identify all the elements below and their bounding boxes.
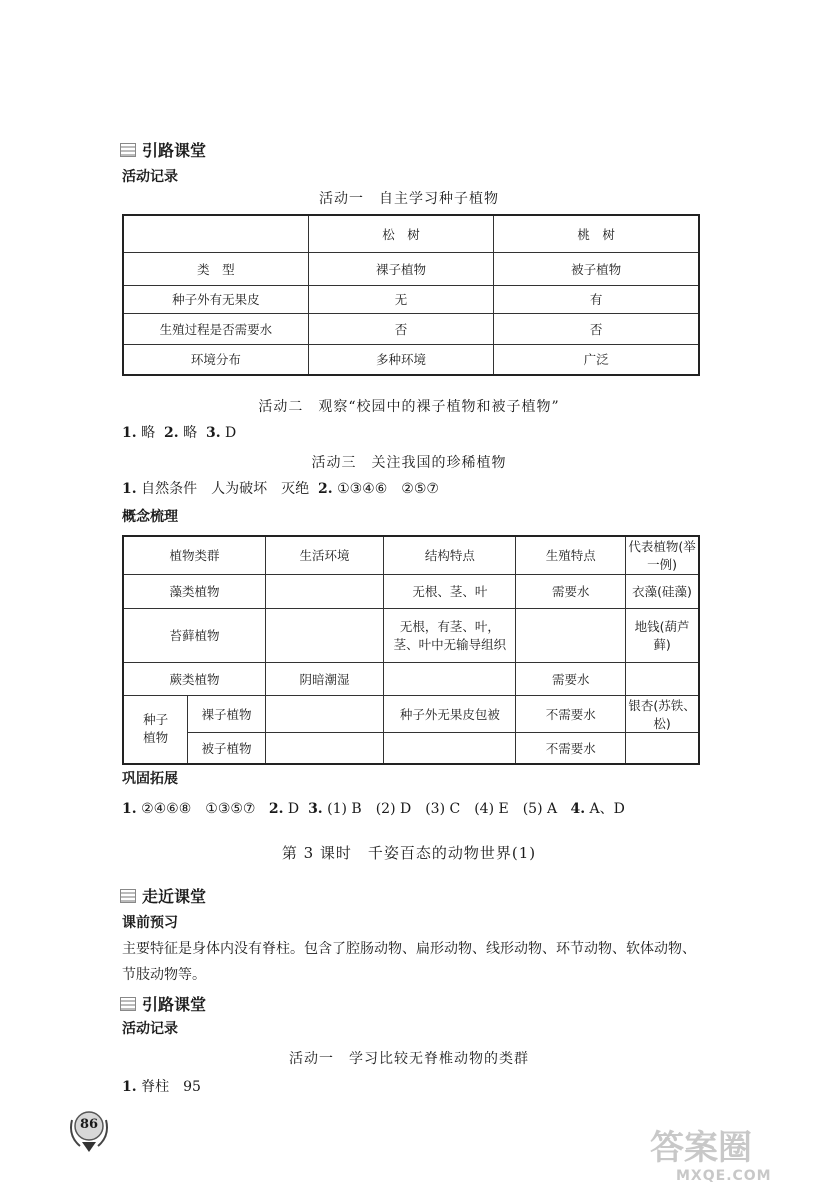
table-row	[123, 252, 699, 285]
question-number: 1.	[122, 801, 137, 817]
question-number: 1.	[122, 425, 137, 441]
table-cell	[626, 732, 699, 764]
section-title: 走近课堂	[142, 887, 207, 906]
question-number: 2.	[317, 481, 333, 497]
section-heading-guide-2	[120, 992, 206, 1015]
table-cell	[626, 662, 699, 695]
answer-text: 略	[141, 425, 156, 441]
table-cell	[384, 608, 516, 662]
preview-heading: 课前预习	[122, 915, 178, 931]
activity2-title: 活动二 观察“校园中的裸子植物和被子植物”	[258, 399, 560, 415]
activity3-answers	[122, 478, 439, 498]
section-marker-icon	[120, 997, 136, 1011]
activity-b1-answers	[122, 1076, 201, 1096]
plant-groups-table	[122, 535, 700, 765]
question-number: 3.	[308, 801, 323, 817]
section-title: 引路课堂	[142, 141, 207, 160]
watermark-url: MXQE.COM	[676, 1168, 772, 1184]
section-heading-approach	[120, 884, 206, 907]
table-cell: 苔藓植物	[123, 608, 265, 662]
table-cell: 阴暗潮湿	[265, 662, 383, 695]
section-marker-icon	[120, 889, 136, 903]
preview-text-line2: 节肢动物等。	[122, 967, 206, 983]
table-cell: 类 型	[123, 252, 308, 285]
table-cell: 银杏(苏铁、松)	[626, 695, 699, 732]
table-cell: 被子植物	[188, 732, 266, 764]
preview-text-line1: 主要特征是身体内没有脊柱。包含了腔肠动物、扁形动物、线形动物、环节动物、软体动物、	[122, 941, 696, 957]
table-header-cell: 桃 树	[494, 215, 699, 252]
lesson-title: 第 3 课时 千姿百态的动物世界(1)	[281, 844, 537, 862]
table-header-cell: 结构特点	[384, 536, 516, 574]
watermark-logo: 答案圈	[650, 1128, 752, 1168]
table-header-cell: 代表植物(举一例)	[626, 536, 699, 574]
section-heading-guide	[120, 138, 206, 161]
table-cell: 有	[494, 285, 699, 313]
table-cell: 不需要水	[516, 695, 626, 732]
table-row	[123, 695, 699, 732]
table-cell: 多种环境	[308, 344, 493, 375]
answer-text: (1) B (2) D (3) C (4) E (5) A	[327, 801, 558, 817]
table-row	[123, 662, 699, 695]
table-cell: 地钱(葫芦藓)	[626, 608, 699, 662]
table-cell: 否	[494, 313, 699, 344]
question-number: 1.	[122, 1079, 137, 1095]
question-number: 4.	[570, 801, 586, 817]
answer-text: 略	[183, 425, 198, 441]
seed-plants-table	[122, 214, 700, 376]
consolidate-answers	[122, 798, 625, 818]
activity-b1-title: 活动一 学习比较无脊椎动物的类群	[289, 1051, 529, 1067]
table-row	[123, 313, 699, 344]
table-cell: 藻类植物	[123, 574, 265, 608]
table-cell: 无根、茎、叶	[384, 574, 516, 608]
answer-text: 自然条件 人为破坏 灭绝	[141, 481, 310, 497]
activity1-title: 活动一 自主学习种子植物	[319, 191, 499, 207]
table-cell: 蕨类植物	[123, 662, 265, 695]
table-cell: 衣藻(硅藻)	[626, 574, 699, 608]
table-header-row	[123, 536, 699, 574]
question-number: 1.	[122, 481, 137, 497]
table-row	[123, 574, 699, 608]
table-cell: 不需要水	[516, 732, 626, 764]
activity-record-heading: 活动记录	[122, 169, 178, 185]
section-marker-icon	[120, 143, 136, 157]
table-cell: 生殖过程是否需要水	[123, 313, 308, 344]
table-row	[123, 285, 699, 313]
table-cell	[265, 695, 383, 732]
activity3-title: 活动三 关注我国的珍稀植物	[311, 455, 507, 471]
table-cell	[123, 695, 188, 764]
table-cell: 裸子植物	[188, 695, 266, 732]
table-cell: 需要水	[516, 574, 626, 608]
cell-line: 茎、叶中无输导组织	[393, 637, 507, 652]
answer-text: D	[287, 801, 300, 817]
page-number: 86	[79, 1117, 99, 1132]
table-cell: 种子外有无果皮	[123, 285, 308, 313]
consolidate-heading: 巩固拓展	[122, 771, 178, 787]
table-header-cell: 生殖特点	[516, 536, 626, 574]
table-cell: 种子外无果皮包被	[384, 695, 516, 732]
concept-heading: 概念梳理	[122, 509, 178, 525]
answer-text: ①③④⑥ ②⑤⑦	[337, 481, 439, 497]
question-number: 3.	[205, 425, 221, 441]
table-cell: 环境分布	[123, 344, 308, 375]
table-cell: 否	[308, 313, 493, 344]
table-cell	[123, 215, 308, 252]
question-number: 2.	[163, 425, 179, 441]
activity-record-heading-2: 活动记录	[122, 1021, 178, 1037]
table-cell: 裸子植物	[308, 252, 493, 285]
table-row	[123, 344, 699, 375]
table-cell: 被子植物	[494, 252, 699, 285]
table-cell: 需要水	[516, 662, 626, 695]
activity2-answers	[122, 422, 236, 442]
table-row	[123, 732, 699, 764]
section-title: 引路课堂	[142, 995, 207, 1014]
table-cell: 广泛	[494, 344, 699, 375]
cell-text: 种子植物	[143, 712, 169, 746]
table-header-cell: 植物类群	[123, 536, 265, 574]
page-number-badge	[62, 1100, 116, 1154]
answer-text: A、D	[589, 801, 625, 817]
table-header-row	[123, 215, 699, 252]
table-cell	[265, 732, 383, 764]
table-cell	[265, 574, 383, 608]
table-row	[123, 608, 699, 662]
table-header-cell: 松 树	[308, 215, 493, 252]
table-cell	[384, 732, 516, 764]
table-cell: 无	[308, 285, 493, 313]
table-cell	[384, 662, 516, 695]
answer-text: D	[225, 425, 237, 441]
answer-text: 脊柱 95	[141, 1079, 201, 1095]
cell-line: 无根，有茎、叶，	[399, 619, 500, 634]
answer-text: ②④⑥⑧ ①③⑤⑦	[141, 801, 256, 817]
table-cell	[516, 608, 626, 662]
table-header-cell: 生活环境	[265, 536, 383, 574]
table-cell	[265, 608, 383, 662]
question-number: 2.	[268, 801, 284, 817]
